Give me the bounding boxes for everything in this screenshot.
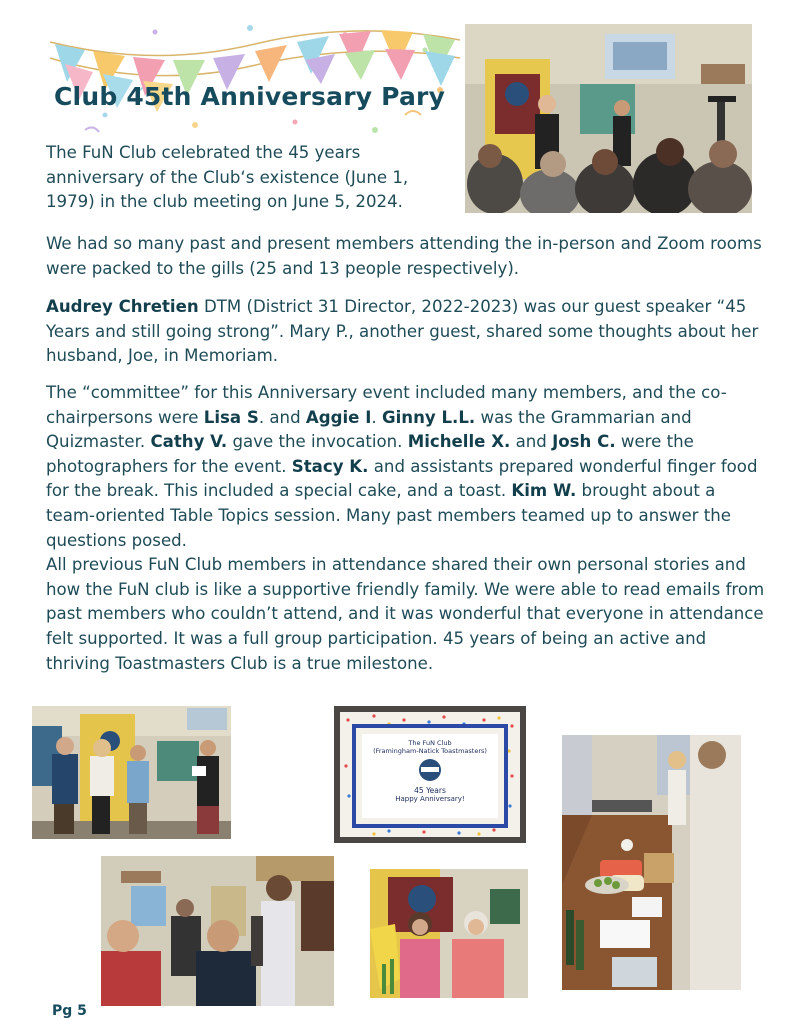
member-name: Aggie I [305,407,372,427]
photo-meeting-crowd [101,856,334,1006]
cake-line: The FuN Club [408,739,452,747]
cake-line: (Framingham-Natick Toastmasters) [373,747,487,755]
committee-paragraph [46,381,766,676]
member-name: Lisa S [203,407,259,427]
committee-text: . and [258,407,306,427]
party-bunting-decoration [45,20,465,140]
committee-text: and [510,432,553,452]
cake-inscription-bottom [334,786,526,803]
committee-text: The “committee” for this Anniversary event included many members, and the co-chairpersons were [46,383,727,427]
photo-flowers-presentation [370,869,528,998]
intro-paragraph: The FuN Club celebrated the 45 years anniversary of the Club‘s existence (June 1, 1979) in the club meeting on June 5, 2024. [46,143,409,212]
photo-members-standing [32,706,231,839]
committee-text: brought about a team-oriented Table Topics session. Many past members teamed up to answer the questions posed. [46,481,732,550]
committee-text: was the Grammarian and Quizmaster. [46,407,692,452]
member-name: Josh C. [552,432,616,452]
cake-line: Happy Anniversary! [395,795,465,803]
member-name: Michelle X. [407,432,511,452]
member-name: Kim W. [511,481,577,501]
committee-text: . [371,407,382,427]
closing-text: All previous FuN Club members in attendance shared their own personal stories and how the FuN club is like a supportive friendly family. We were able to read emails from past members who couldn’t attend, and it was wonderful that everyone in attendance felt supported. It was a full group participation. 45 years of being an active and thriving Toastmasters Club is a true milestone. [46,555,765,673]
photo-guest-speakers [465,24,752,213]
cake-inscription-top [334,739,526,755]
page-title: Club 45th Anniversary Pary [54,82,446,111]
page-number: Pg 5 [52,1003,87,1019]
cake-line: 45 Years [414,786,446,795]
member-name: Cathy V. [150,432,228,452]
member-name: Stacy K. [291,456,369,476]
speaker-text: DTM (District 31 Director, 2022-2023) was our guest speaker “45 Years and still going strong”. Mary P., another guest, shared some thoughts about her husband, Joe, in Memoriam. [46,297,759,366]
speaker-name: Audrey Chretien [46,297,199,316]
attendance-paragraph: We had so many past and present members attending the in-person and Zoom rooms were packed to the gills (25 and 13 people respectively). [46,234,762,278]
photo-food-table [562,735,741,990]
committee-text: were the photographers for the event. [46,432,694,476]
photo-anniversary-cake [334,706,526,843]
member-name: Ginny L.L. [381,407,476,427]
speaker-paragraph [46,295,766,369]
committee-text: and assistants prepared wonderful finger food for the break. This included a special cake, and a toast. [46,456,758,501]
committee-text: gave the invocation. [227,432,408,452]
